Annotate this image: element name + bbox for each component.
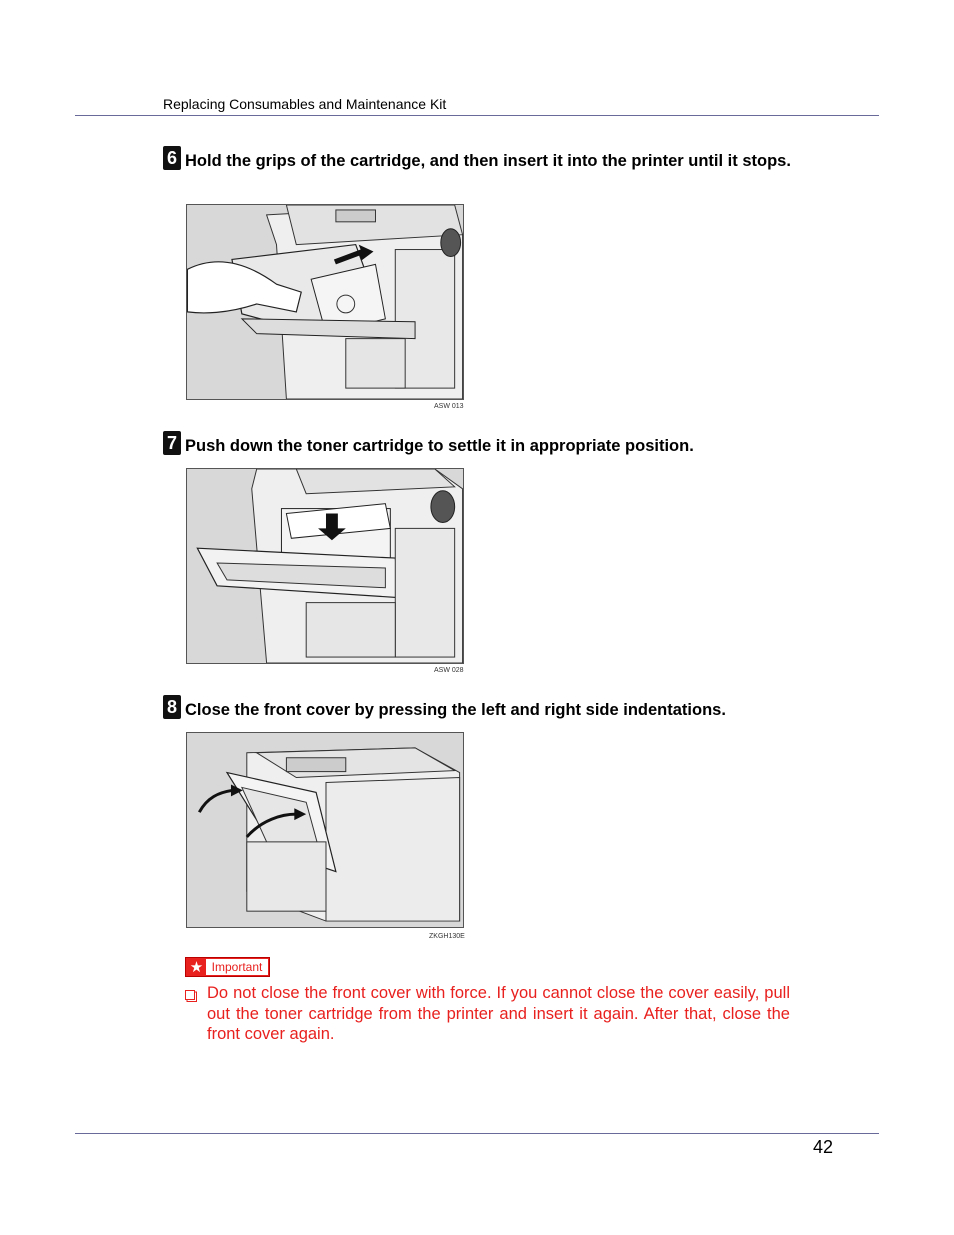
step-number-8: 8 [163, 695, 181, 719]
figure-close-cover [186, 732, 464, 928]
illustration-close-cover [187, 733, 463, 927]
figure-insert-cartridge [186, 204, 464, 400]
step-number-6: 6 [163, 146, 181, 170]
header-rule [75, 115, 879, 116]
page-number: 42 [813, 1137, 834, 1157]
important-note-text: Do not close the front cover with force. If you cannot close the cover easily, pull out the toner cartridge from the printer and insert it again. After that, close the front cover again. [207, 984, 790, 1043]
step-6-text: Hold the grips of the cartridge, and then insert it into the printer until it stops. [185, 152, 791, 170]
figure-push-cartridge [186, 468, 464, 664]
running-header: Replacing Consumables and Maintenance Kit [163, 96, 447, 112]
important-label: Important [206, 959, 268, 975]
step-number-7: 7 [163, 431, 181, 455]
figure-code-6: ASW 013 [434, 403, 464, 410]
figure-code-8: ZKGH130E [429, 933, 465, 940]
figure-code-7: ASW 028 [434, 667, 464, 674]
step-8-text: Close the front cover by pressing the left and right side indentations. [185, 701, 726, 719]
illustration-push-cartridge [187, 469, 463, 663]
checkbox-bullet-icon [185, 990, 197, 1002]
illustration-insert-cartridge [187, 205, 463, 399]
step-7-text: Push down the toner cartridge to settle it in appropriate position. [185, 437, 694, 455]
footer-rule [75, 1133, 879, 1134]
star-icon: ★ [189, 959, 204, 976]
important-badge [185, 957, 270, 977]
